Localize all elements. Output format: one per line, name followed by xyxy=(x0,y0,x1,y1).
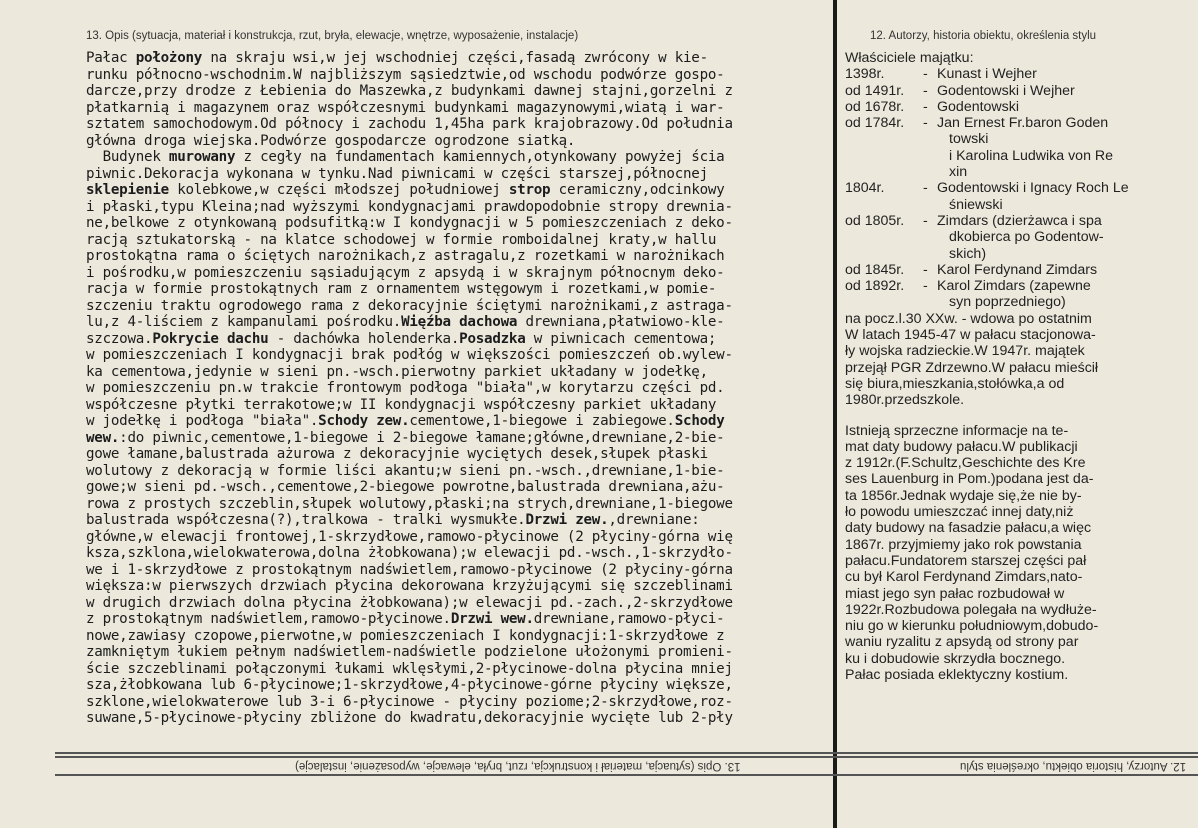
text-segment: ne,belkowe z otynkowaną podsufitką:w I kondygnacji w 5 pomieszczeniach z deko- xyxy=(86,215,733,231)
description-line xyxy=(86,446,830,463)
owners-list xyxy=(845,66,1175,310)
owner-names xyxy=(937,99,1175,115)
description-line xyxy=(86,281,830,298)
text-segment: we i 1-skrzydłowe z prostokątnym nadświetlem,ramowo-płycinowe (2 płyciny-górna xyxy=(86,561,733,578)
owner-name-line: syn poprzedniego) xyxy=(949,294,1066,311)
owner-name-line: Karol Ferdynand Zimdars xyxy=(937,261,1098,278)
history-line: daty budowy na fasadzie pałacu,a więc xyxy=(845,520,1092,537)
text-segment: szklone,wielokwaterowe lub 3-i 6-płycinowe - płyciny poziome;2-skrzydłowe,roz- xyxy=(86,693,733,710)
description-line xyxy=(86,512,830,529)
owner-year: 1804r. xyxy=(845,180,885,197)
description-line xyxy=(86,380,830,397)
bold-term: wew. xyxy=(86,429,120,446)
text-segment: kolebkowe,w części młodszej południowej xyxy=(168,182,509,198)
owner-names xyxy=(937,213,1175,262)
history-line: ku i dobudowie skrzydła bocznego. xyxy=(845,650,1066,667)
history-line: ły wojska radzieckie.W 1947r. majątek xyxy=(845,343,1085,360)
bold-term: sklepienie xyxy=(86,182,169,198)
owner-dash: - xyxy=(923,212,928,229)
description-line xyxy=(86,100,830,117)
owner-names xyxy=(937,262,1175,278)
description-line xyxy=(86,677,830,694)
description-line xyxy=(86,595,830,612)
history-line: mat daty budowy pałacu.W publikacji xyxy=(845,438,1078,455)
description-line xyxy=(86,182,830,199)
owner-dash: - xyxy=(923,278,928,295)
description-line xyxy=(86,67,830,84)
history-text xyxy=(845,50,1175,683)
text-segment: runku północno-wschodnim.W najbliższym sąsiedztwie,od wschodu podwórze gospo- xyxy=(86,66,725,83)
description-line xyxy=(86,479,830,496)
text-segment: rowa z prostych szczeblin,słupek wolutowy,płaski;na strych,drewniane,1-biegowe xyxy=(86,495,733,512)
history-line: ta 1856r.Jednak wydaje się,że nie by- xyxy=(845,487,1082,504)
text-segment: sztatem samochodowym.Od północy i zachodu 1,45ha park krajobrazowy.Od południa xyxy=(86,116,733,132)
text-segment: ,drewniane: xyxy=(608,512,700,528)
text-segment: gowe łamane,balustrada ażurowa z dekoracyjnie wyciętych desek,słupek płaski xyxy=(86,446,708,462)
bold-term: Posadzka xyxy=(459,330,526,347)
description-line xyxy=(86,694,830,711)
text-segment: piwnic.Dekoracja wykonana w tynku.Nad piwnicami w części starszej,północnej xyxy=(86,165,708,182)
history-line: 1922r.Rozbudowa polegała na wydłuże- xyxy=(845,601,1097,618)
owner-names xyxy=(937,83,1175,99)
owner-names xyxy=(937,180,1175,213)
history-line: na pocz.l.30 XXw. - wdowa po ostatnim xyxy=(845,310,1092,327)
owner-entry xyxy=(845,213,1175,262)
description-line xyxy=(86,611,830,628)
description-line xyxy=(86,496,830,513)
text-segment: suwane,5-płycinowe-płyciny zbliżone do kwadratu,dekoracyjnie wycięte lub 2-pły xyxy=(86,710,733,726)
description-line xyxy=(86,149,830,166)
description-line xyxy=(86,545,830,562)
text-segment: balustrada współczesna(?),tralkowa - tralki wysmukłe. xyxy=(86,512,526,528)
owner-year: od 1892r. xyxy=(845,278,905,295)
owner-name-line: towski xyxy=(949,131,989,148)
text-segment: z prostokątnym nadświetlem,ramowo-płycinowe. xyxy=(86,611,451,627)
owner-name-line: xin xyxy=(949,164,968,181)
description-line xyxy=(86,298,830,315)
text-segment: główna droga wiejska.Podwórze gospodarcze ogrodzone siatką. xyxy=(86,132,576,149)
owner-dash: - xyxy=(923,180,928,197)
bold-term: Schody xyxy=(674,413,725,429)
owner-year: od 1845r. xyxy=(845,261,905,278)
owner-dash: - xyxy=(923,82,928,99)
text-segment: z cegły na fundamentach kamiennych,otynkowany powyżej ścia xyxy=(235,149,725,165)
text-segment: i pośrodku,w pomieszczeniu sąsiadującym z apsydą i w skrajnym północnym deko- xyxy=(86,264,725,281)
history-paragraph-2 xyxy=(845,423,1175,684)
history-line: 1980r.przedszkole. xyxy=(845,392,965,409)
owner-year: 1398r. xyxy=(845,66,885,83)
owner-name-line: Kunast i Wejher xyxy=(937,66,1037,83)
history-line: pałacu.Fundatorem starszej części pał xyxy=(845,552,1087,569)
owner-name-line: Godentowski i Wejher xyxy=(937,82,1075,99)
owner-dash: - xyxy=(923,115,928,132)
bold-term: Drzwi zew. xyxy=(525,512,609,528)
bold-term: Więźba dachowa xyxy=(401,314,518,330)
description-line xyxy=(86,199,830,216)
mirrored-description-header: 13. Opis (sytuacja, materiał i konstrukcja, rzut, bryła, elewacje, wyposażenie, instalacje) xyxy=(295,760,741,772)
mirrored-history-header: 12. Autorzy, historia obiektu, określenia stylu xyxy=(960,760,1187,772)
history-line: waniu ryzalitu z apsydą od strony par xyxy=(845,634,1079,651)
text-segment: zamkniętym łukiem pełnym nadświetlem-nadświetle podzielone ułożonymi promieni- xyxy=(86,644,733,660)
owner-dash: - xyxy=(923,98,928,115)
text-segment: płatkarnią i magazynem oraz współczesnymi budynkami magazynowymi,wiatą i war- xyxy=(86,99,725,116)
owner-names xyxy=(937,278,1175,311)
description-line xyxy=(86,364,830,381)
owner-entry xyxy=(845,180,1175,213)
description-line xyxy=(86,215,830,232)
history-line: 1867r. przyjmiemy jako rok powstania xyxy=(845,536,1082,553)
text-segment: prostokątna rama o ściętych narożnikach,z astragalu,z rozetkami w narożnikach xyxy=(86,248,725,264)
text-segment: drewniana,płatwiowo-kle- xyxy=(517,314,725,330)
owner-name-line: Zimdars (dzierżawca i spa xyxy=(937,212,1102,229)
owner-entry xyxy=(845,66,1175,82)
owner-dash: - xyxy=(923,66,928,83)
text-segment: współczesne płytki terrakotowe;w II kondygnacji współczesny parkiet układany xyxy=(86,396,717,413)
description-line xyxy=(86,463,830,480)
owner-name-line: Godentowski i Ignacy Roch Le xyxy=(937,180,1129,197)
history-line: ło powodu umieszczać innej daty,niż xyxy=(845,504,1074,521)
text-segment: ksza,szklona,wielokwaterowa,dolna żłobkowana);w elewacji pd.-wsch.,1-skrzydło- xyxy=(86,545,733,561)
owner-year: od 1678r. xyxy=(845,98,905,115)
text-segment: w pomieszczeniu pn.w trakcie frontowym podłoga "biała",w korytarzu części pd. xyxy=(86,380,725,396)
description-line xyxy=(86,661,830,678)
owner-entry xyxy=(845,115,1175,180)
description-line xyxy=(86,166,830,183)
text-segment: cementowe,1-biegowe i zabiegowe. xyxy=(409,413,675,429)
description-line xyxy=(86,644,830,661)
history-line: przejął PGR Zdrzewno.W pałacu mieścił xyxy=(845,359,1099,376)
text-segment: - dachówka holenderka. xyxy=(268,330,460,347)
text-segment: na skraju wsi,w jej wschodniej części,fasadą zwrócony w kie- xyxy=(202,50,708,66)
text-segment: w pomieszczeniach I kondygnacji brak podłóg w większości pomieszczeń ob.wylew- xyxy=(86,347,733,363)
history-line: ses Lauenburg in Pom.)podana jest da- xyxy=(845,471,1094,488)
history-paragraph-1 xyxy=(845,311,1175,409)
text-segment: większa:w pierwszych drzwiach płycina dekorowana krzyżującymi się szczeblinami xyxy=(86,578,733,594)
text-segment: racją sztukatorską - na klatce schodowej w formie romboidalnej kraty,w hallu xyxy=(86,231,717,248)
description-line xyxy=(86,314,830,331)
description-line xyxy=(86,265,830,282)
owner-entry xyxy=(845,278,1175,311)
description-line xyxy=(86,628,830,645)
description-line xyxy=(86,232,830,249)
description-line xyxy=(86,413,830,430)
description-line xyxy=(86,331,830,348)
owner-year: od 1784r. xyxy=(845,115,905,132)
owner-entry xyxy=(845,99,1175,115)
bold-term: położony xyxy=(135,50,203,66)
text-segment: i płaski,typu Kleina;nad wyższymi kondygnacjami prawdopodobnie stropy drewnia- xyxy=(86,198,733,215)
history-line: z 1912r.(F.Schultz,Geschichte des Kre xyxy=(845,455,1086,472)
text-segment: nowe,zawiasy czopowe,pierwotne,w pomieszczeniach I kondygnacji:1-skrzydłowe z xyxy=(86,627,725,644)
owner-name-line: Karol Zimdars (zapewne xyxy=(937,278,1091,295)
history-line: Pałac posiada eklektyczny kostium. xyxy=(845,666,1069,683)
text-segment: w jodełkę i podłoga "biała". xyxy=(86,413,319,429)
history-line: się biura,mieszkania,stołówka,a od xyxy=(845,375,1065,392)
column-divider xyxy=(833,0,837,828)
history-line: cu był Karol Ferdynand Zimdars,nato- xyxy=(845,569,1083,586)
bold-term: Drzwi wew. xyxy=(450,611,534,627)
text-segment: racja w formie prostokątnych ram z ornamentem wstęgowym i rozetkami,w pomie- xyxy=(86,281,717,297)
owner-year: od 1491r. xyxy=(845,82,905,99)
text-segment: lu,z 4-liściem z kampanulami pośrodku. xyxy=(86,314,402,330)
text-segment: drewniane,ramowo-płyci- xyxy=(533,611,725,627)
text-segment: szczeniu traktu ogrodowego rama z dekoracyjnie ściętymi narożnikami,z astraga- xyxy=(86,297,733,314)
bold-term: murowany xyxy=(168,149,236,165)
history-line: Istnieją sprzeczne informacje na te- xyxy=(845,422,1069,439)
description-line xyxy=(86,710,830,727)
text-segment: Pałac xyxy=(86,50,136,66)
text-segment: ceramiczny,odcinkowy xyxy=(550,182,725,198)
description-line xyxy=(86,83,830,100)
owner-name-line: Jan Ernest Fr.baron Goden xyxy=(937,115,1109,132)
owner-name-line: śniewski xyxy=(949,196,1003,213)
owner-entry xyxy=(845,83,1175,99)
history-line: W latach 1945-47 w pałacu stacjonowa- xyxy=(845,327,1096,344)
owner-name-line: Godentowski xyxy=(937,98,1020,115)
description-line xyxy=(86,50,830,67)
bold-term: strop xyxy=(508,182,551,198)
description-line xyxy=(86,248,830,265)
description-line xyxy=(86,578,830,595)
text-segment: ka cementowa,jedynie w sieni pn.-wsch.pierwotny parkiet układany w jodełkę, xyxy=(86,363,708,380)
text-segment: w drugich drzwiach dolna płycina żłobkowana);w elewacji pd.-zach.,2-skrzydłowe xyxy=(86,594,733,611)
text-segment: gowe;w sieni pd.-wsch.,cementowe,2-biegowe powrotne,balustrada drewniana,ażu- xyxy=(86,479,725,495)
text-segment: szczowa. xyxy=(86,330,153,347)
owner-dash: - xyxy=(923,261,928,278)
owner-name-line: i Karolina Ludwika von Re xyxy=(949,147,1114,164)
text-segment: darcze,przy drodze z Łebienia do Maszewka,z budynkami dawnej stajni,gorzelni z xyxy=(86,83,733,99)
description-line xyxy=(86,562,830,579)
text-segment: Budynek xyxy=(86,149,169,165)
description-line xyxy=(86,529,830,546)
text-segment: główne,w elewacji frontowej,1-skrzydłowe,ramowo-płycinowe (2 płyciny-górna wię xyxy=(86,528,733,545)
description-text xyxy=(86,50,830,727)
owners-title: Właściciele majątku: xyxy=(845,50,974,66)
description-line xyxy=(86,347,830,364)
description-line xyxy=(86,430,830,447)
description-line xyxy=(86,133,830,150)
text-segment: w piwnicach cementowa; xyxy=(525,330,717,347)
owner-names xyxy=(937,115,1175,180)
owner-year: od 1805r. xyxy=(845,212,905,229)
description-section-header: 13. Opis (sytuacja, materiał i konstrukcja, rzut, bryła, elewacje, wnętrze, wyposażenie, instalacje) xyxy=(86,30,579,42)
owner-name-line: skich) xyxy=(949,245,987,262)
text-segment: ście szczeblinami połączonymi łukami wklęsłymi,2-płycinowe-dolna płycina mniej xyxy=(86,660,733,677)
bold-term: Schody zew. xyxy=(318,413,410,429)
text-segment: sza,żłobkowana lub 6-płycinowe;1-skrzydłowe,4-płycinowe-górne płyciny większe, xyxy=(86,677,733,693)
text-segment: :do piwnic,cementowe,1-biegowe i 2-biegowe łamane;główne,drewniane,2-bie- xyxy=(119,429,725,446)
bold-term: Pokrycie dachu xyxy=(152,330,269,347)
mirrored-bottom-strip xyxy=(55,752,1198,778)
history-line: niu go w kierunku południowym,dobudo- xyxy=(845,618,1099,635)
history-section-header: 12. Autorzy, historia obiektu, określenia stylu xyxy=(870,30,1097,42)
owner-names xyxy=(937,66,1175,82)
description-line xyxy=(86,397,830,414)
history-line: miast jego syn pałac rozbudował w xyxy=(845,585,1065,602)
owner-entry xyxy=(845,262,1175,278)
text-segment: wolutowy z dekoracją w formie liści akantu;w sieni pn.-wsch.,drewniane,1-bie- xyxy=(86,462,725,479)
description-line xyxy=(86,116,830,133)
owner-name-line: dkobierca po Godentow- xyxy=(949,229,1104,246)
